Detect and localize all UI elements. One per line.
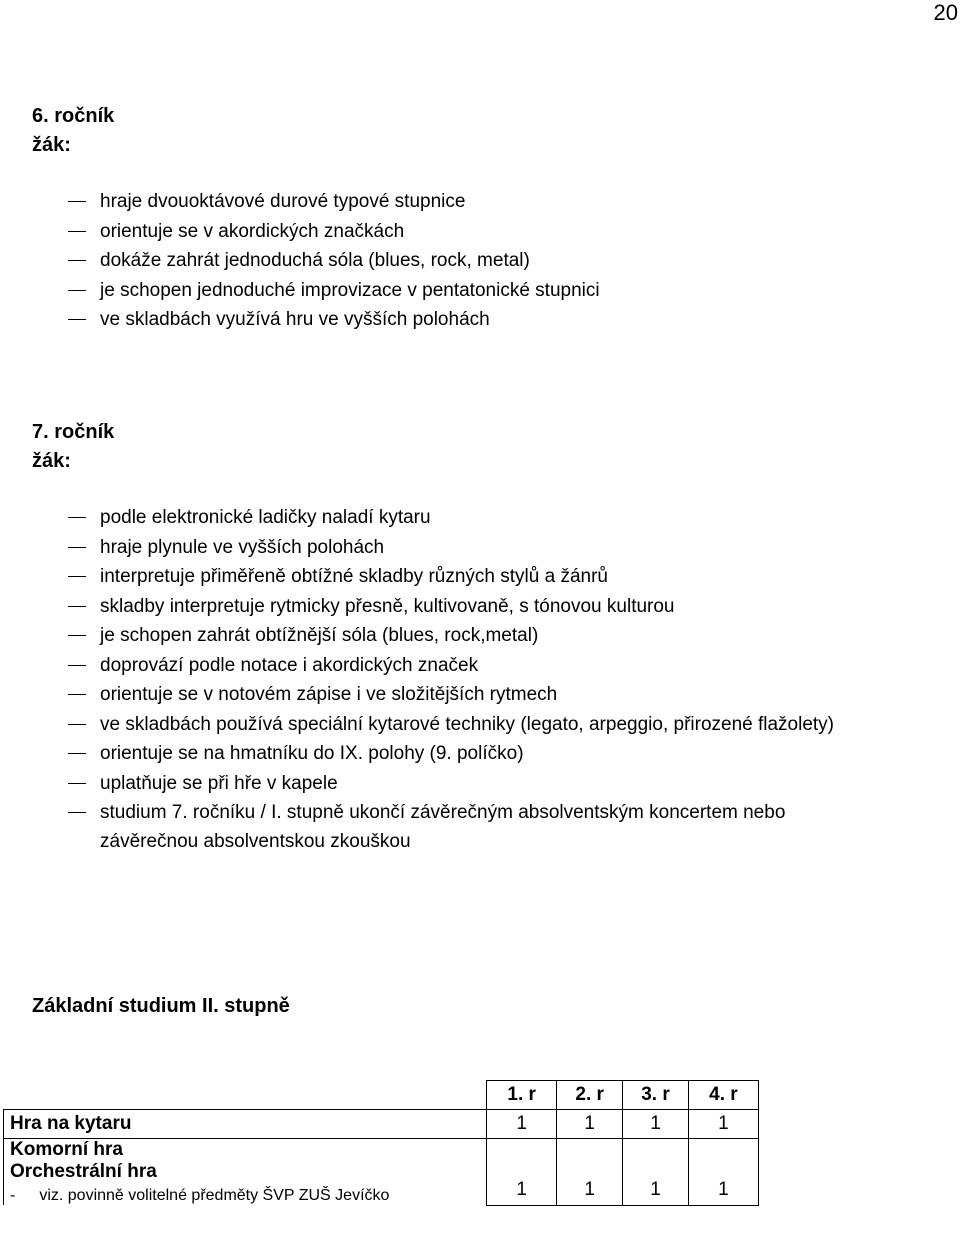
dash-bullet-icon (68, 576, 86, 577)
grade6-heading (32, 102, 114, 160)
list-item: interpretuje přiměřeně obtížné skladby různých stylů a žánrů (68, 562, 834, 592)
list-item: je schopen zahrát obtížnější sóla (blues, rock,metal) (68, 621, 834, 651)
grade7-heading (32, 418, 114, 476)
dash-bullet-icon (68, 724, 86, 725)
list-item: doprovází podle notace i akordických značek (68, 651, 834, 681)
list-item: orientuje se na hmatníku do IX. polohy (9. políčko) (68, 739, 834, 769)
table-cell: 1 (557, 1110, 623, 1139)
dash-bullet-icon (68, 260, 86, 261)
list-item: podle elektronické ladičky naladí kytaru (68, 503, 834, 533)
list-item: ve skladbách využívá hru ve vyšších polohách (68, 305, 600, 335)
table-cell: 1 (623, 1139, 689, 1206)
row-label: Hra na kytaru (4, 1110, 487, 1139)
column-header: 3. r (623, 1081, 689, 1110)
table-cell: 1 (623, 1110, 689, 1139)
table-header-row (4, 1081, 759, 1110)
table-cell: 1 (487, 1110, 557, 1139)
table-row (4, 1110, 759, 1139)
dash-bullet-icon (68, 665, 86, 666)
row-label: Komorní hra Orchestrální hra - viz. povinně volitelné předměty ŠVP ZUŠ Jevíčko (4, 1139, 487, 1206)
dash-bullet-icon (68, 783, 86, 784)
list-item: hraje plynule ve vyšších polohách (68, 533, 834, 563)
grade6-title: 6. ročník (32, 105, 115, 127)
table-title: Základní studium II. stupně (32, 995, 290, 1017)
grade7-list (68, 503, 834, 855)
column-header: 1. r (487, 1081, 557, 1110)
dash-bullet-icon (68, 635, 86, 636)
table-cell: 1 (688, 1110, 758, 1139)
subjects-table (3, 1080, 759, 1206)
grade7-title: 7. ročník (32, 421, 115, 443)
dash-bullet-icon (68, 606, 86, 607)
dash-bullet-icon (68, 290, 86, 291)
list-item: hraje dvouoktávové durové typové stupnice (68, 187, 600, 217)
dash-bullet-icon (68, 694, 86, 695)
dash-bullet-icon (68, 753, 86, 754)
dash-bullet-icon (68, 547, 86, 548)
dash-bullet-icon (68, 517, 86, 518)
empty-header-cell (4, 1081, 487, 1110)
dash-bullet-icon (68, 319, 86, 320)
list-item: studium 7. ročníku / I. stupně ukončí závěrečným absolventským koncertem nebo (68, 798, 834, 828)
list-item: orientuje se v akordických značkách (68, 217, 600, 247)
page-number: 20 (933, 0, 958, 25)
list-item: skladby interpretuje rytmicky přesně, kultivovaně, s tónovou kulturou (68, 592, 834, 622)
table-cell: 1 (557, 1139, 623, 1206)
dash-bullet-icon (68, 231, 86, 232)
grade6-subject: žák: (32, 134, 71, 156)
list-item: je schopen jednoduché improvizace v pentatonické stupnici (68, 276, 600, 306)
table-cell: 1 (487, 1139, 557, 1206)
list-item: orientuje se v notovém zápise i ve složitějších rytmech (68, 680, 834, 710)
dash-bullet-icon (68, 201, 86, 202)
list-item: uplatňuje se při hře v kapele (68, 769, 834, 799)
table-cell: 1 (688, 1139, 758, 1206)
grade6-list (68, 187, 600, 335)
list-item: ve skladbách používá speciální kytarové techniky (legato, arpeggio, přirozené flažolety) (68, 710, 834, 740)
row-note: - viz. povinně volitelné předměty ŠVP ZUŠ Jevíčko (10, 1187, 390, 1204)
grade7-subject: žák: (32, 450, 71, 472)
list-item-continuation: závěrečnou absolventskou zkouškou (100, 830, 411, 852)
dash-bullet-icon (68, 812, 86, 813)
table-row (4, 1139, 759, 1206)
column-header: 2. r (557, 1081, 623, 1110)
column-header: 4. r (688, 1081, 758, 1110)
list-item: dokáže zahrát jednoduchá sóla (blues, rock, metal) (68, 246, 600, 276)
